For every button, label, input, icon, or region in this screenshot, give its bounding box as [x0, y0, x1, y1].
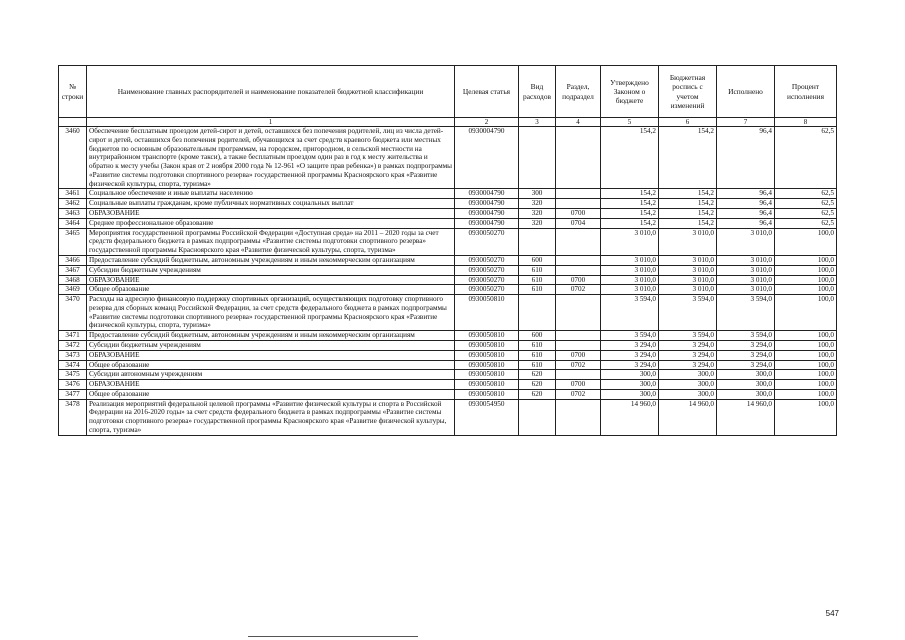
footer-rule — [248, 636, 418, 637]
indicator-name-cell: ОБРАЗОВАНИЕ — [87, 380, 455, 390]
target-article-cell: 0930050810 — [455, 380, 519, 390]
expense-type-cell: 320 — [519, 199, 556, 209]
expense-type-cell: 620 — [519, 380, 556, 390]
approved-amount-cell: 14 960,0 — [601, 399, 659, 435]
section-cell — [556, 331, 601, 341]
approved-amount-cell: 3 294,0 — [601, 350, 659, 360]
indicator-name-cell: Общее образование — [87, 389, 455, 399]
row-number-cell: 3462 — [59, 199, 87, 209]
planned-amount-cell: 14 960,0 — [659, 399, 717, 435]
column-number-row — [59, 118, 837, 127]
approved-amount-cell: 154,2 — [601, 189, 659, 199]
table-row — [59, 340, 837, 350]
executed-amount-cell: 3 294,0 — [717, 340, 775, 350]
table-row — [59, 331, 837, 341]
approved-amount-cell: 3 294,0 — [601, 360, 659, 370]
table-row — [59, 380, 837, 390]
percent-cell: 62,5 — [775, 199, 837, 209]
percent-cell: 100,0 — [775, 265, 837, 275]
row-number-cell: 3467 — [59, 265, 87, 275]
header-row-number: № строки — [59, 66, 87, 118]
expense-type-cell: 320 — [519, 209, 556, 219]
row-number-cell: 3469 — [59, 285, 87, 295]
expense-type-cell — [519, 295, 556, 331]
target-article-cell: 0930004790 — [455, 189, 519, 199]
section-cell — [556, 399, 601, 435]
section-cell: 0702 — [556, 389, 601, 399]
percent-cell: 100,0 — [775, 389, 837, 399]
approved-amount-cell: 154,2 — [601, 218, 659, 228]
executed-amount-cell: 3 294,0 — [717, 360, 775, 370]
column-number: 7 — [717, 118, 775, 127]
section-cell: 0700 — [556, 350, 601, 360]
planned-amount-cell: 3 294,0 — [659, 360, 717, 370]
header-executed: Исполнено — [717, 66, 775, 118]
row-number-cell: 3470 — [59, 295, 87, 331]
indicator-name-cell: Социальные выплаты гражданам, кроме публичных нормативных социальных выплат — [87, 199, 455, 209]
expense-type-cell: 610 — [519, 360, 556, 370]
target-article-cell: 0930004790 — [455, 199, 519, 209]
section-cell: 0700 — [556, 380, 601, 390]
expense-type-cell: 610 — [519, 275, 556, 285]
row-number-cell: 3477 — [59, 389, 87, 399]
column-number: 4 — [556, 118, 601, 127]
indicator-name-cell: Субсидии автономным учреждениям — [87, 370, 455, 380]
target-article-cell: 0930050810 — [455, 340, 519, 350]
indicator-name-cell: Предоставление субсидий бюджетным, автономным учреждениям и иным некоммерческим организациям — [87, 255, 455, 265]
planned-amount-cell: 3 010,0 — [659, 255, 717, 265]
table-row — [59, 350, 837, 360]
executed-amount-cell: 300,0 — [717, 380, 775, 390]
expense-type-cell: 620 — [519, 389, 556, 399]
table-row — [59, 399, 837, 435]
row-number-cell: 3476 — [59, 380, 87, 390]
expense-type-cell: 600 — [519, 255, 556, 265]
header-section: Раздел, подраздел — [556, 66, 601, 118]
expense-type-cell: 600 — [519, 331, 556, 341]
target-article-cell: 0930050270 — [455, 228, 519, 255]
target-article-cell: 0930050810 — [455, 350, 519, 360]
expense-type-cell — [519, 127, 556, 189]
planned-amount-cell: 3 010,0 — [659, 275, 717, 285]
percent-cell: 62,5 — [775, 209, 837, 219]
expense-type-cell: 610 — [519, 340, 556, 350]
column-number-blank — [59, 118, 87, 127]
executed-amount-cell: 14 960,0 — [717, 399, 775, 435]
header-target-article: Целевая статья — [455, 66, 519, 118]
indicator-name-cell: Реализация мероприятий федеральной целевой программы «Развитие физической культуры и спорта в Российской Федерации на 2016-2020 годы» за счет средств федерального бюджета в рамках подпрограммы «Развитие системы подготовки спортивного резерва» государственной программы Красноярского края «Развитие физической культуры, спорта, туризма» — [87, 399, 455, 435]
percent-cell: 100,0 — [775, 295, 837, 331]
row-number-cell: 3475 — [59, 370, 87, 380]
column-number: 6 — [659, 118, 717, 127]
percent-cell: 100,0 — [775, 275, 837, 285]
row-number-cell: 3471 — [59, 331, 87, 341]
approved-amount-cell: 3 010,0 — [601, 265, 659, 275]
row-number-cell: 3460 — [59, 127, 87, 189]
indicator-name-cell: ОБРАЗОВАНИЕ — [87, 350, 455, 360]
expense-type-cell: 320 — [519, 218, 556, 228]
percent-cell: 62,5 — [775, 127, 837, 189]
row-number-cell: 3473 — [59, 350, 87, 360]
expense-type-cell: 610 — [519, 265, 556, 275]
section-cell: 0700 — [556, 275, 601, 285]
executed-amount-cell: 3 010,0 — [717, 265, 775, 275]
planned-amount-cell: 154,2 — [659, 218, 717, 228]
target-article-cell: 0930050810 — [455, 389, 519, 399]
target-article-cell: 0930054950 — [455, 399, 519, 435]
indicator-name-cell: ОБРАЗОВАНИЕ — [87, 275, 455, 285]
table-row — [59, 360, 837, 370]
table-row — [59, 295, 837, 331]
header-name: Наименование главных распорядителей и наименование показателей бюджетной классификации — [87, 66, 455, 118]
executed-amount-cell: 3 594,0 — [717, 331, 775, 341]
planned-amount-cell: 3 010,0 — [659, 285, 717, 295]
section-cell — [556, 127, 601, 189]
indicator-name-cell: Предоставление субсидий бюджетным, автономным учреждениям и иным некоммерческим организациям — [87, 331, 455, 341]
target-article-cell: 0930050810 — [455, 360, 519, 370]
percent-cell: 100,0 — [775, 360, 837, 370]
approved-amount-cell: 154,2 — [601, 199, 659, 209]
indicator-name-cell: Общее образование — [87, 360, 455, 370]
approved-amount-cell: 300,0 — [601, 370, 659, 380]
approved-amount-cell: 3 594,0 — [601, 331, 659, 341]
header-row — [59, 66, 837, 118]
indicator-name-cell: Субсидии бюджетным учреждениям — [87, 265, 455, 275]
section-cell: 0704 — [556, 218, 601, 228]
executed-amount-cell: 96,4 — [717, 189, 775, 199]
table-row — [59, 255, 837, 265]
planned-amount-cell: 3 010,0 — [659, 228, 717, 255]
section-cell: 0702 — [556, 285, 601, 295]
percent-cell: 100,0 — [775, 340, 837, 350]
executed-amount-cell: 300,0 — [717, 389, 775, 399]
executed-amount-cell: 96,4 — [717, 209, 775, 219]
table-row — [59, 127, 837, 189]
header-percent: Процент исполнения — [775, 66, 837, 118]
executed-amount-cell: 96,4 — [717, 199, 775, 209]
percent-cell: 62,5 — [775, 189, 837, 199]
section-cell — [556, 255, 601, 265]
indicator-name-cell: Мероприятия государственной программы Российской Федерации «Доступная среда» на 2011 – 2020 годы за счет средств федерального бюджета в рамках подпрограммы «Развитие системы подготовки спортивного резерва» государственной программы Красноярского края «Развитие физической культуры, спорта, туризма» — [87, 228, 455, 255]
table-row — [59, 218, 837, 228]
table-body — [59, 127, 837, 436]
expense-type-cell: 620 — [519, 370, 556, 380]
indicator-name-cell: Общее образование — [87, 285, 455, 295]
column-number: 1 — [87, 118, 455, 127]
expense-type-cell — [519, 228, 556, 255]
target-article-cell: 0930050810 — [455, 295, 519, 331]
executed-amount-cell: 3 594,0 — [717, 295, 775, 331]
target-article-cell: 0930004790 — [455, 218, 519, 228]
approved-amount-cell: 154,2 — [601, 209, 659, 219]
table-row — [59, 275, 837, 285]
executed-amount-cell: 3 010,0 — [717, 275, 775, 285]
planned-amount-cell: 300,0 — [659, 389, 717, 399]
row-number-cell: 3464 — [59, 218, 87, 228]
expense-type-cell — [519, 399, 556, 435]
target-article-cell: 0930050270 — [455, 275, 519, 285]
indicator-name-cell: Субсидии бюджетным учреждениям — [87, 340, 455, 350]
percent-cell: 100,0 — [775, 399, 837, 435]
planned-amount-cell: 300,0 — [659, 370, 717, 380]
section-cell — [556, 265, 601, 275]
approved-amount-cell: 300,0 — [601, 380, 659, 390]
planned-amount-cell: 3 594,0 — [659, 331, 717, 341]
indicator-name-cell: Расходы на адресную финансовую поддержку спортивных организаций, осуществляющих подготовку спортивного резерва для сборных команд Российской Федерации, за счет средств федерального бюджета в рамках подпрограммы «Развитие системы подготовки спортивного резерва» государственной программы Красноярского края «Развитие физической культуры, спорта, туризма» — [87, 295, 455, 331]
expense-type-cell: 610 — [519, 285, 556, 295]
table-row — [59, 370, 837, 380]
table-row — [59, 199, 837, 209]
planned-amount-cell: 154,2 — [659, 209, 717, 219]
planned-amount-cell: 3 294,0 — [659, 350, 717, 360]
approved-amount-cell: 3 010,0 — [601, 275, 659, 285]
row-number-cell: 3478 — [59, 399, 87, 435]
column-number: 3 — [519, 118, 556, 127]
approved-amount-cell: 3 010,0 — [601, 255, 659, 265]
section-cell — [556, 370, 601, 380]
approved-amount-cell: 300,0 — [601, 389, 659, 399]
executed-amount-cell: 3 010,0 — [717, 285, 775, 295]
percent-cell: 100,0 — [775, 370, 837, 380]
table-row — [59, 228, 837, 255]
section-cell — [556, 228, 601, 255]
target-article-cell: 0930004790 — [455, 209, 519, 219]
executed-amount-cell: 96,4 — [717, 127, 775, 189]
planned-amount-cell: 3 594,0 — [659, 295, 717, 331]
percent-cell: 100,0 — [775, 285, 837, 295]
executed-amount-cell: 300,0 — [717, 370, 775, 380]
section-cell — [556, 189, 601, 199]
target-article-cell: 0930004790 — [455, 127, 519, 189]
table-row — [59, 285, 837, 295]
target-article-cell: 0930050270 — [455, 255, 519, 265]
budget-table — [58, 65, 837, 436]
row-number-cell: 3472 — [59, 340, 87, 350]
percent-cell: 100,0 — [775, 380, 837, 390]
executed-amount-cell: 96,4 — [717, 218, 775, 228]
planned-amount-cell: 154,2 — [659, 127, 717, 189]
percent-cell: 100,0 — [775, 228, 837, 255]
row-number-cell: 3463 — [59, 209, 87, 219]
approved-amount-cell: 154,2 — [601, 127, 659, 189]
planned-amount-cell: 3 010,0 — [659, 265, 717, 275]
target-article-cell: 0930050810 — [455, 370, 519, 380]
approved-amount-cell: 3 294,0 — [601, 340, 659, 350]
target-article-cell: 0930050810 — [455, 331, 519, 341]
column-number: 2 — [455, 118, 519, 127]
percent-cell: 100,0 — [775, 350, 837, 360]
planned-amount-cell: 154,2 — [659, 199, 717, 209]
row-number-cell: 3474 — [59, 360, 87, 370]
approved-amount-cell: 3 010,0 — [601, 285, 659, 295]
indicator-name-cell: ОБРАЗОВАНИЕ — [87, 209, 455, 219]
section-cell: 0700 — [556, 209, 601, 219]
target-article-cell: 0930050270 — [455, 285, 519, 295]
executed-amount-cell: 3 294,0 — [717, 350, 775, 360]
row-number-cell: 3466 — [59, 255, 87, 265]
indicator-name-cell: Обеспечение бесплатным проездом детей-сирот и детей, оставшихся без попечения родителей, лиц из числа детей-сирот и детей, оставшихся без попечения родителей, обучающихся за счет средств краевого бюджета или местных бюджетов по основным образовательным программам, на городском, пригородном, в сельской местности на внутрирайонном транспорте (кроме такси), а также бесплатным проездом один раз в год к месту жительства и обратно к месту учебы (Закон края от 2 ноября 2000 года № 12-961 «О защите прав ребенка») в рамках подпрограммы «Развитие системы подготовки спортивного резерва» государственной программы Красноярского края «Развитие физической культуры, спорта, туризма» — [87, 127, 455, 189]
executed-amount-cell: 3 010,0 — [717, 228, 775, 255]
planned-amount-cell: 300,0 — [659, 380, 717, 390]
planned-amount-cell: 154,2 — [659, 189, 717, 199]
row-number-cell: 3465 — [59, 228, 87, 255]
page-number: 547 — [825, 609, 839, 618]
row-number-cell: 3468 — [59, 275, 87, 285]
table-row — [59, 189, 837, 199]
section-cell: 0702 — [556, 360, 601, 370]
row-number-cell: 3461 — [59, 189, 87, 199]
target-article-cell: 0930050270 — [455, 265, 519, 275]
table-row — [59, 265, 837, 275]
indicator-name-cell: Среднее профессиональное образование — [87, 218, 455, 228]
section-cell — [556, 340, 601, 350]
column-number: 8 — [775, 118, 837, 127]
expense-type-cell: 610 — [519, 350, 556, 360]
header-planned: Бюджетная роспись с учетом изменений — [659, 66, 717, 118]
percent-cell: 100,0 — [775, 255, 837, 265]
executed-amount-cell: 3 010,0 — [717, 255, 775, 265]
header-expense-type: Вид расходов — [519, 66, 556, 118]
percent-cell: 62,5 — [775, 218, 837, 228]
approved-amount-cell: 3 010,0 — [601, 228, 659, 255]
table-row — [59, 209, 837, 219]
approved-amount-cell: 3 594,0 — [601, 295, 659, 331]
section-cell — [556, 295, 601, 331]
planned-amount-cell: 3 294,0 — [659, 340, 717, 350]
table-row — [59, 389, 837, 399]
indicator-name-cell: Социальное обеспечение и иные выплаты населению — [87, 189, 455, 199]
section-cell — [556, 199, 601, 209]
percent-cell: 100,0 — [775, 331, 837, 341]
expense-type-cell: 300 — [519, 189, 556, 199]
column-number: 5 — [601, 118, 659, 127]
header-approved: Утверждено Законом о бюджете — [601, 66, 659, 118]
